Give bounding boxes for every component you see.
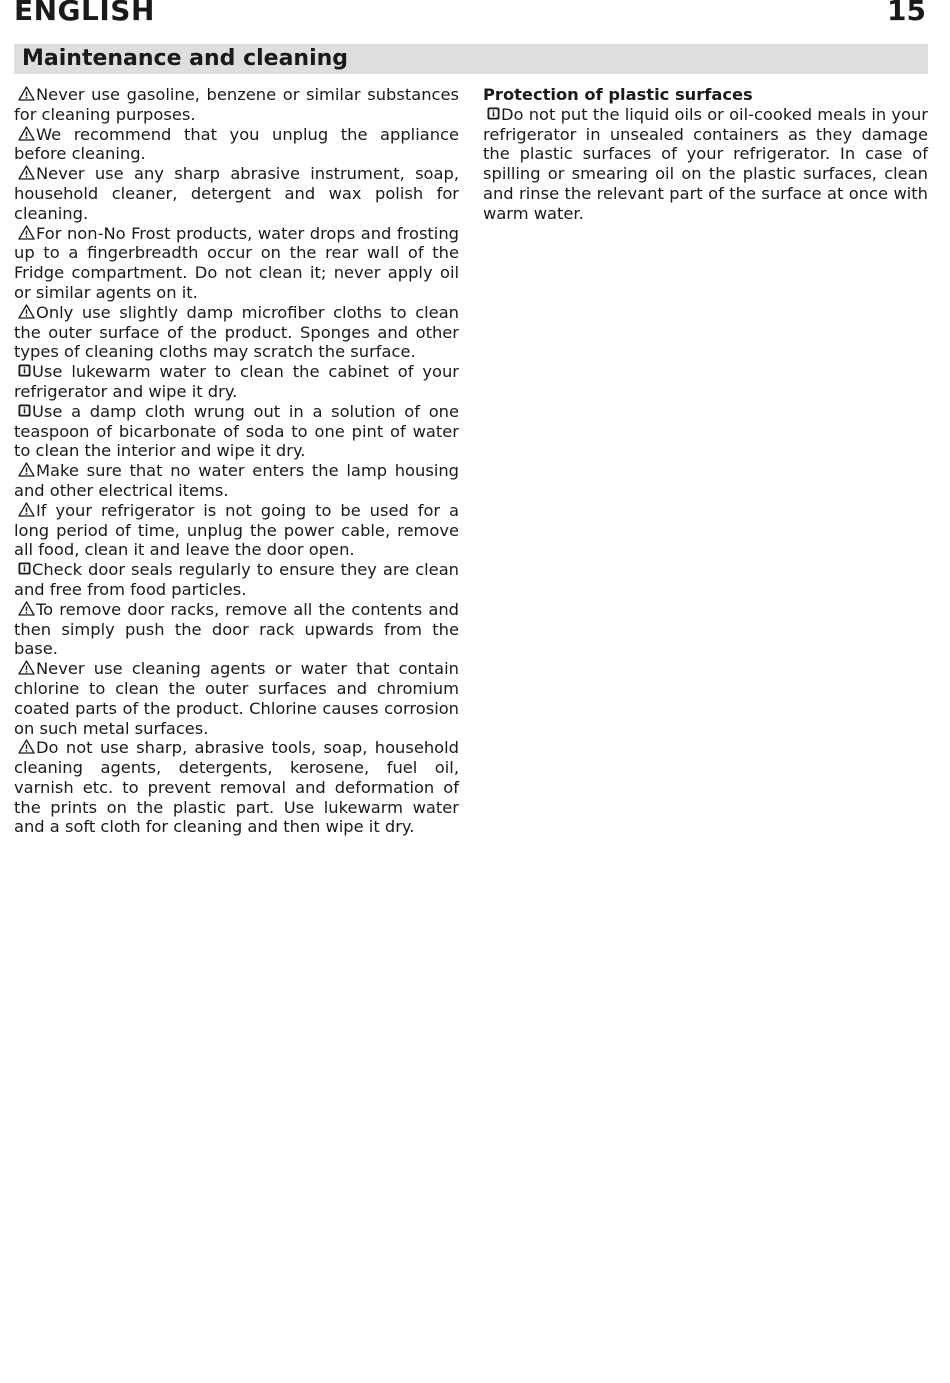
warning-icon bbox=[18, 165, 35, 180]
info-icon bbox=[18, 362, 31, 375]
info-icon bbox=[18, 402, 31, 415]
info-icon bbox=[18, 560, 31, 573]
page-number: 15 bbox=[887, 0, 926, 27]
right-column bbox=[483, 85, 928, 224]
warning-icon bbox=[18, 126, 35, 141]
warning-icon bbox=[18, 462, 35, 477]
instruction-item bbox=[14, 125, 459, 165]
warning-icon bbox=[18, 739, 35, 754]
instruction-text: For non-No Frost products, water drops and frosting up to a fingerbreadth occur on the rear wall of the Fridge compartment. Do not clean it; never apply oil or similar agents on it. bbox=[14, 223, 459, 302]
instruction-item bbox=[14, 659, 459, 738]
warning-icon bbox=[18, 86, 35, 101]
instruction-text: We recommend that you unplug the appliance before cleaning. bbox=[14, 124, 459, 164]
instruction-text: Do not use sharp, abrasive tools, soap, household cleaning agents, detergents, kerosene, fuel oil, varnish etc. to prevent removal and deformation of the prints on the plastic part. Use lukewarm water and a soft cloth for cleaning and then wipe it dry. bbox=[14, 738, 459, 837]
instruction-text: If your refrigerator is not going to be used for a long period of time, unplug the power cable, remove all food, clean it and leave the door open. bbox=[14, 500, 459, 560]
instruction-text: Make sure that no water enters the lamp housing and other electrical items. bbox=[14, 461, 459, 500]
instruction-item bbox=[14, 85, 459, 125]
instruction-text: Use a damp cloth wrung out in a solution of one teaspoon of bicarbonate of soda to one pint of water to clean the interior and wipe it dry. bbox=[14, 401, 459, 461]
instruction-text: Do not put the liquid oils or oil-cooked meals in your refrigerator in unsealed containers as they damage the plastic surfaces of your refrigerator. In case of spilling or smearing oil on the plastic surfaces, clean and rinse the relevant part of the surface at once with warm water. bbox=[483, 104, 928, 223]
warning-icon bbox=[18, 304, 35, 319]
page-header bbox=[14, 0, 926, 30]
section-title: Maintenance and cleaning bbox=[22, 46, 349, 71]
instruction-item bbox=[14, 600, 459, 659]
instruction-item bbox=[14, 738, 459, 837]
language-label: ENGLISH bbox=[14, 0, 155, 27]
warning-icon bbox=[18, 601, 35, 616]
instruction-text: Never use cleaning agents or water that contain chlorine to clean the outer surfaces and chromium coated parts of the product. Chlorine causes corrosion on such metal surfaces. bbox=[14, 659, 459, 738]
instruction-item bbox=[483, 105, 928, 224]
warning-icon bbox=[18, 225, 35, 240]
subheading-plastic-surfaces: Protection of plastic surfaces bbox=[483, 85, 753, 104]
instruction-text: Never use gasoline, benzene or similar substances for cleaning purposes. bbox=[14, 85, 459, 124]
instruction-item bbox=[14, 362, 459, 402]
instruction-text: Use lukewarm water to clean the cabinet of your refrigerator and wipe it dry. bbox=[14, 362, 459, 401]
section-header-bar bbox=[14, 44, 928, 74]
instruction-item bbox=[14, 402, 459, 461]
instruction-text: Never use any sharp abrasive instrument, soap, household cleaner, detergent and wax polish for cleaning. bbox=[14, 164, 459, 223]
instruction-item bbox=[14, 224, 459, 303]
instruction-item bbox=[14, 560, 459, 600]
warning-icon bbox=[18, 660, 35, 675]
warning-icon bbox=[18, 502, 35, 517]
left-column bbox=[14, 85, 459, 837]
instruction-item bbox=[14, 164, 459, 223]
info-icon bbox=[487, 105, 500, 118]
instruction-item bbox=[14, 303, 459, 362]
instruction-text: Check door seals regularly to ensure they are clean and free from food particles. bbox=[14, 560, 459, 599]
instruction-text: Only use slightly damp microfiber cloths to clean the outer surface of the product. Sponges and other types of cleaning cloths may scratch the surface. bbox=[14, 302, 459, 362]
instruction-text: To remove door racks, remove all the contents and then simply push the door rack upwards from the base. bbox=[14, 599, 459, 659]
instruction-item bbox=[14, 501, 459, 560]
instruction-item bbox=[14, 461, 459, 501]
